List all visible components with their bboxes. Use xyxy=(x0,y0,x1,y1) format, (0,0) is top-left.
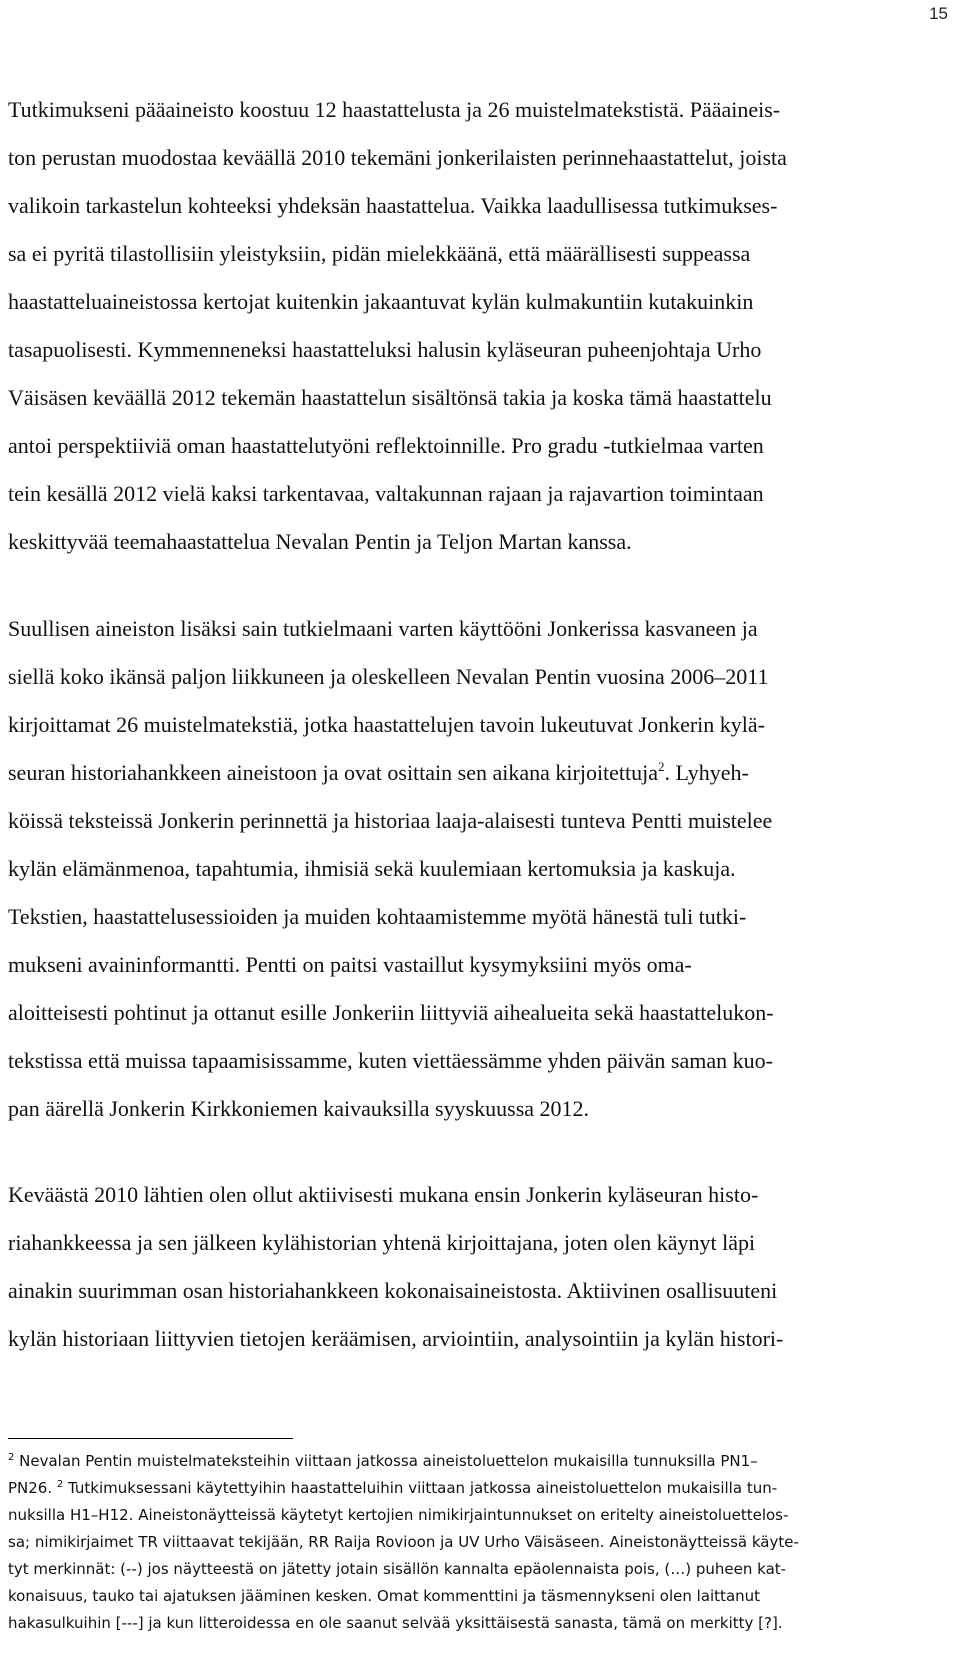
footnote-line: tyt merkinnät: (--) jos näytteestä on jätetty jotain sisällön kannalta epäolennaista pois, (…) puheen kat- xyxy=(8,1560,787,1578)
paragraph-2-line: kirjoittamat 26 muistelmatekstiä, jotka haastattelujen tavoin lukeutuvat Jonkerin kylä- xyxy=(8,712,765,737)
footnote-line-text: PN26. xyxy=(8,1479,57,1497)
paragraph-2-line: mukseni avaininformantti. Pentti on paitsi vastaillut kysymyksiini myös oma- xyxy=(8,952,692,977)
paragraph-2-line: Tekstien, haastattelusessioiden ja muiden kohtaamistemme myötä hänestä tuli tutki- xyxy=(8,904,747,929)
paragraph-2-line: Suullisen aineiston lisäksi sain tutkielmaani varten käyttööni Jonkerissa kasvaneen ja xyxy=(8,616,758,641)
paragraph-2-line: pan äärellä Jonkerin Kirkkoniemen kaivauksilla syyskuussa 2012. xyxy=(8,1096,590,1121)
paragraph-3-line: riahankkeessa ja sen jälkeen kylähistorian yhtenä kirjoittajana, joten olen käynyt läpi xyxy=(8,1230,756,1255)
footnote-line xyxy=(8,1452,758,1470)
paragraph-2-line: siellä koko ikänsä paljon liikkuneen ja oleskelleen Nevalan Pentin vuosina 2006–2011 xyxy=(8,664,769,689)
paragraph-1-line: tein kesällä 2012 vielä kaksi tarkentavaa, valtakunnan rajaan ja rajavartion toimintaan xyxy=(8,481,764,506)
footnote-mark: 2 xyxy=(8,1452,15,1463)
paragraph-1-line: Väisäsen keväällä 2012 tekemän haastattelun sisältönsä takia ja koska tämä haastattelu xyxy=(8,385,772,410)
footnote-separator xyxy=(8,1438,293,1439)
paragraph-2-line-tail: . Lyhyeh- xyxy=(664,760,749,785)
paragraph-1-line: ton perustan muodostaa keväällä 2010 tekemäni jonkerilaisten perinnehaastattelut, joista xyxy=(8,145,787,170)
paragraph-2-line-text: seuran historiahankkeen aineistoon ja ovat osittain sen aikana kirjoitettuja xyxy=(8,760,659,785)
paragraph-3-line: Keväästä 2010 lähtien olen ollut aktiivisesti mukana ensin Jonkerin kyläseuran histo- xyxy=(8,1182,759,1207)
paragraph-1-line: antoi perspektiiviä oman haastattelutyöni reflektoinnille. Pro gradu -tutkielmaa varten xyxy=(8,433,764,458)
paragraph-1-line: sa ei pyritä tilastollisiin yleistyksiin, pidän mielekkäänä, että määrällisesti suppeassa xyxy=(8,241,751,266)
paragraph-3-line: ainakin suurimman osan historiahankkeen kokonaisaineistosta. Aktiivinen osallisuuteni xyxy=(8,1278,778,1303)
footnote-line xyxy=(8,1479,777,1497)
footnote-line: hakasulkuihin [---] ja kun litteroidessa en ole saanut selvää yksittäisestä sanasta, tämä on merkitty [?]. xyxy=(8,1614,783,1632)
footnote-line-text: Nevalan Pentin muistelmateksteihin viittaan jatkossa aineistoluettelon mukaisilla tunnuksilla PN1– xyxy=(14,1452,758,1470)
paragraph-2-line: köissä teksteissä Jonkerin perinnettä ja historiaa laaja-alaisesti tunteva Pentti muistelee xyxy=(8,808,773,833)
footnote-mark: 2 xyxy=(56,1479,64,1490)
paragraph-1-line: tasapuolisesti. Kymmenneneksi haastatteluksi halusin kyläseuran puheenjohtaja Urho xyxy=(8,337,762,362)
page-number: 15 xyxy=(929,4,948,23)
paragraph-1-line: haastatteluaineistossa kertojat kuitenkin jakaantuvat kylän kulmakuntiin kutakuinkin xyxy=(8,289,754,314)
footnote-line-text: Tutkimuksessani käytettyihin haastatteluihin viittaan jatkossa aineistoluettelon mukaisilla tun- xyxy=(63,1479,778,1497)
paragraph-2-line: tekstissa että muissa tapaamisissamme, kuten viettäessämme yhden päivän saman kuo- xyxy=(8,1048,773,1073)
footnote-reference[interactable]: 2 xyxy=(658,759,665,774)
paragraph-1-line: Tutkimukseni pääaineisto koostuu 12 haastattelusta ja 26 muistelmatekstistä. Pääaineis- xyxy=(8,97,781,122)
paragraph-2-line: aloitteisesti pohtinut ja ottanut esille Jonkeriin liittyviä aihealueita sekä haastattelukon- xyxy=(8,1000,774,1025)
paragraph-1-line: keskittyvää teemahaastattelua Nevalan Pentin ja Teljon Martan kanssa. xyxy=(8,529,632,554)
paragraph-1-line: valikoin tarkastelun kohteeksi yhdeksän haastattelua. Vaikka laadullisessa tutkimukses- xyxy=(8,193,778,218)
paragraph-3-line: kylän historiaan liittyvien tietojen keräämisen, arviointiin, analysointiin ja kylän histori- xyxy=(8,1326,784,1351)
footnote-line: nuksilla H1–H12. Aineistonäytteissä käytetyt kertojien nimikirjaintunnukset on eritelty aineistoluettelos- xyxy=(8,1506,789,1524)
footnote-line: konaisuus, tauko tai ajatuksen jääminen kesken. Omat kommenttini ja täsmennykseni olen laittanut xyxy=(8,1587,761,1605)
footnote-line: sa; nimikirjaimet TR viittaavat tekijään, RR Raija Rovioon ja UV Urho Väisäseen. Aineistonäytteissä käyte- xyxy=(8,1533,799,1551)
paragraph-2-line: kylän elämänmenoa, tapahtumia, ihmisiä sekä kuulemiaan kertomuksia ja kaskuja. xyxy=(8,856,736,881)
paragraph-2-line xyxy=(8,760,749,786)
